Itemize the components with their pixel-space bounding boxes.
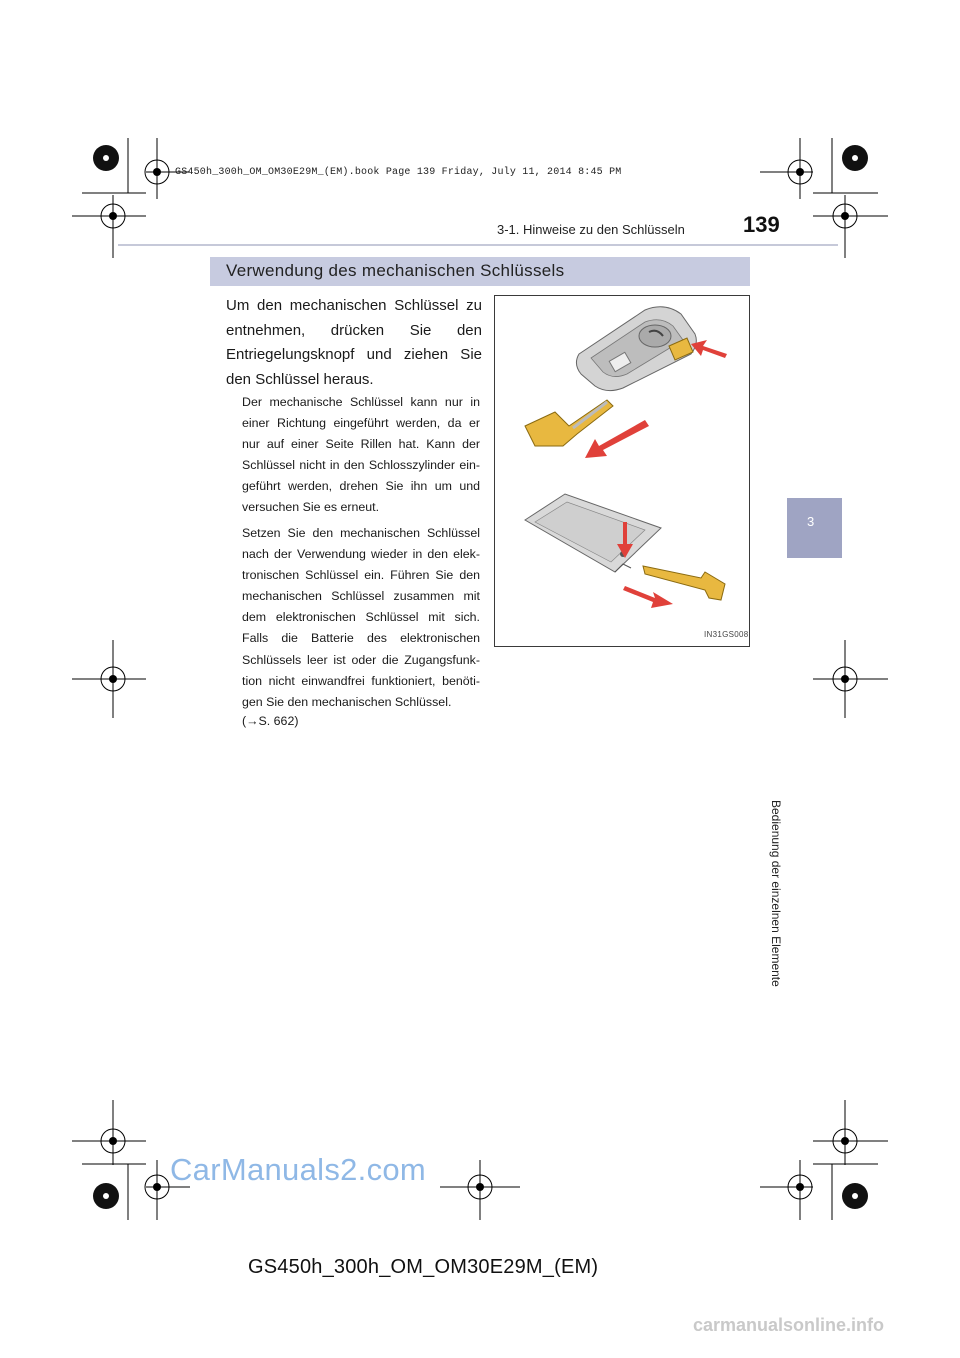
smart-key-fob-top: [576, 307, 696, 391]
page-number: 139: [743, 212, 780, 237]
note-1: Der mechanische Schlüssel kann nur in einer Richtung eingeführt werden, da er nur auf einer Seite Rillen hat. Kann der Schlüssel nicht in den Schlosszylinder eingeführt werden, drehen Sie ihn um und versuchen Sie es erneut.: [242, 395, 480, 515]
body-paragraph: Um den mechanischen Schlüssel zu entnehmen, drücken Sie den Entriegelungsknopf und ziehen Sie den Schlüssel heraus.: [226, 297, 482, 388]
release-arrow: [691, 340, 727, 358]
key-illustration: [494, 295, 750, 647]
figure-code: IN31GS008: [704, 630, 749, 639]
site-watermark[interactable]: carmanualsonline.info: [693, 1315, 885, 1335]
pull-arrow-bottom: [623, 586, 673, 608]
card-key-bottom: [525, 494, 661, 572]
header-section-title: 3-1. Hinweise zu den Schlüsseln: [497, 222, 685, 237]
carmanuals-watermark[interactable]: CarManuals2.com: [170, 1152, 427, 1187]
pull-arrow-top: [585, 420, 649, 458]
page-reference: (→S. 662): [242, 714, 299, 728]
book-info-line: GS450h_300h_OM_OM30E29M_(EM).book Page 139 Friday, July 11, 2014 8:45 PM: [175, 167, 622, 178]
key-illustration-drawing: [495, 296, 749, 646]
header-rule: [118, 244, 838, 246]
footer-doc-id: GS450h_300h_OM_OM30E29M_(EM): [248, 1256, 599, 1278]
chapter-side-label: Bedienung der einzelnen Elemente: [769, 800, 783, 987]
mechanical-key-top: [525, 400, 613, 446]
note-2: Setzen Sie den mechanischen Schlüssel nach der Verwendung wieder in den elektronischen Schlüssel ein. Führen Sie den mechanischen Schlüssel zusammen mit dem elektronischen Schlüssel mit sich. Falls die Batterie des elektronischen Schlüssels leer ist oder die Zugangsfunktion nicht einwandfrei funktioniert, benötigen Sie den mechanischen Schlüssel.: [242, 526, 480, 709]
section-title: Verwendung des mechanischen Schlüssels: [226, 261, 565, 280]
chapter-tab-number: 3: [807, 514, 815, 529]
chapter-tab: [787, 498, 842, 558]
